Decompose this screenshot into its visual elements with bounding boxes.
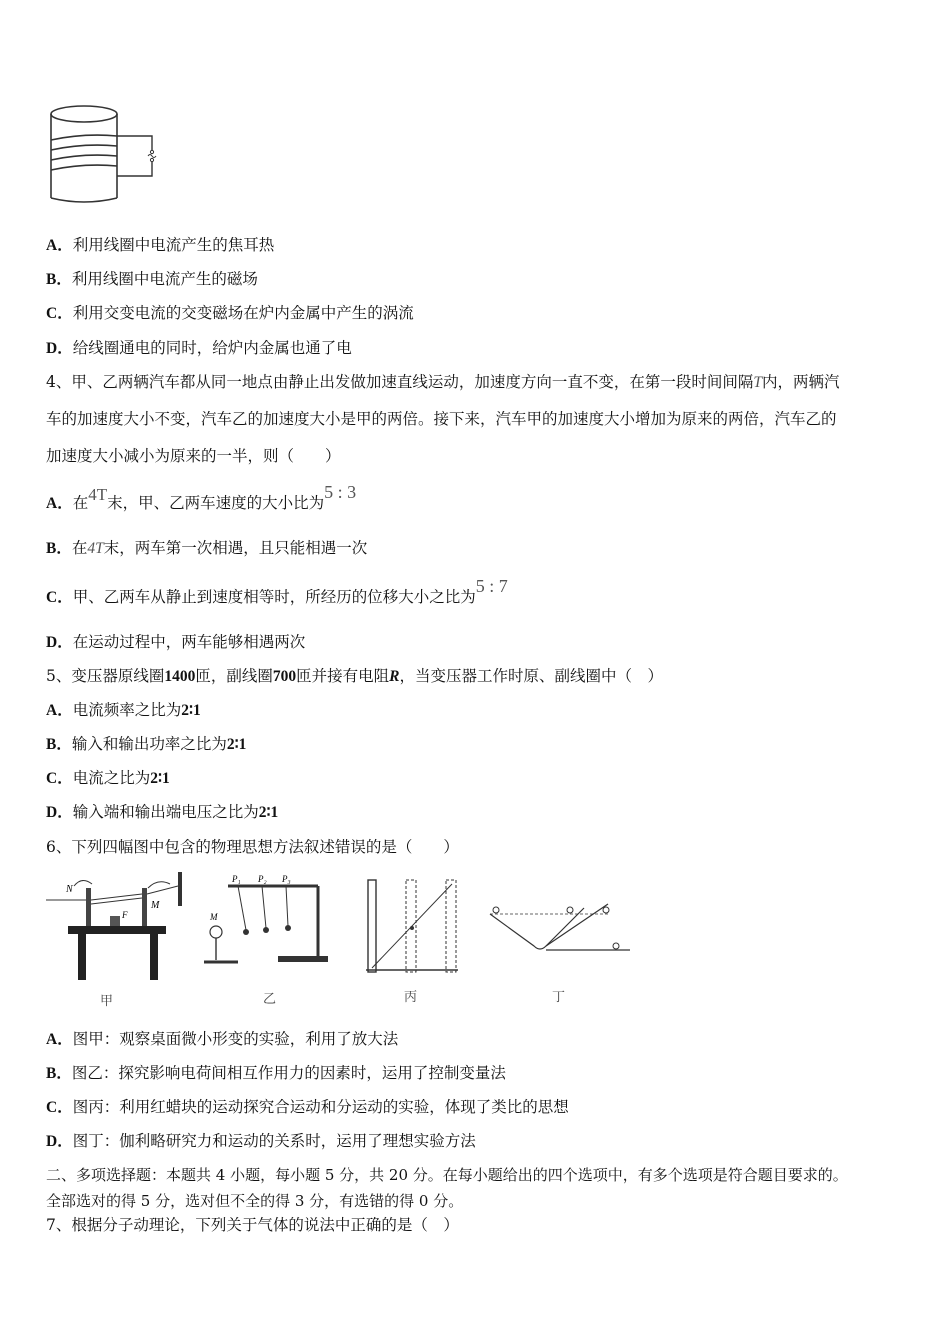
stem-text: 车的加速度大小不变，汽车乙的加速度大小是甲的两倍。接下来，汽车甲的加速度大小增加为原来的两倍，汽车乙的 (46, 410, 837, 428)
secondary-turns: 700 (272, 668, 297, 685)
label-p2: P₂ (258, 874, 267, 884)
stem-text: 4、甲、乙两辆汽车都从同一地点由静止出发做加速直线运动，加速度方向一直不变，在第一段时间间隔 (46, 373, 754, 391)
q4-stem-line2 (46, 408, 837, 430)
q6-figure-jia (44, 868, 194, 988)
option-text: 甲、乙两车从静止到速度相等时，所经历的位移大小之比为 (72, 588, 476, 606)
primary-turns: 1400 (164, 668, 196, 685)
option-letter: B． (46, 540, 72, 557)
option-letter: C． (46, 1099, 73, 1116)
q4-option-b (46, 537, 367, 560)
figure-caption-ding: 丁 (552, 990, 566, 1005)
stem-text: ，当变压器工作时原、副线圈中（ ） (399, 667, 664, 685)
q4-stem-line1 (46, 371, 840, 394)
option-letter: C． (46, 305, 73, 322)
q7-stem (46, 1214, 459, 1236)
q5-option-b (46, 733, 246, 756)
figure-caption-jia: 甲 (100, 994, 114, 1009)
q3-option-a (46, 234, 274, 257)
stem-text: 加速度大小减小为原来的一半，则（ ） (46, 447, 341, 465)
option-ratio: 2∶1 (226, 736, 247, 753)
option-letter: B． (46, 1065, 72, 1082)
stem-text: 7、根据分子动理论，下列关于气体的说法中正确的是（ ） (46, 1216, 459, 1234)
figure-caption-yi: 乙 (263, 992, 277, 1007)
option-letter: B． (46, 736, 72, 753)
option-text: 利用线圈中电流产生的磁场 (71, 270, 258, 288)
math-ratio: 5 : 7 (475, 576, 508, 596)
option-text: 利用线圈中电流产生的焦耳热 (72, 236, 275, 254)
stem-text: 匝，副线圈 (195, 667, 273, 685)
option-text: 图乙：探究影响电荷间相互作用力的因素时，运用了控制变量法 (71, 1064, 506, 1082)
option-text: 图丙：利用红蜡块的运动探究合运动和分运动的实验，体现了类比的思想 (72, 1098, 569, 1116)
option-letter: A． (46, 237, 73, 254)
q6-option-c (46, 1096, 569, 1119)
q3-option-d (46, 337, 352, 360)
option-text: 末，甲、乙两车速度的大小比为 (107, 494, 325, 512)
math-ratio: 5 : 3 (324, 482, 357, 502)
q6-figure-yi (198, 870, 338, 970)
option-text: 输入和输出功率之比为 (71, 735, 227, 753)
q6-option-a (46, 1028, 398, 1051)
option-letter: D． (46, 340, 73, 357)
option-text: 电流之比为 (72, 769, 151, 787)
option-ratio: 2∶1 (150, 770, 170, 787)
stem-text: 内，两辆汽 (762, 373, 840, 391)
label-mball: M (210, 912, 218, 922)
option-text: 输入端和输出端电压之比为 (72, 803, 259, 821)
section2-heading-line2 (46, 1190, 463, 1212)
option-letter: D． (46, 634, 73, 651)
option-letter: B． (46, 271, 72, 288)
q4-stem-line3 (46, 445, 341, 467)
q6-figure-ding (484, 900, 634, 960)
q4-option-d (46, 631, 305, 654)
q6-option-b (46, 1062, 506, 1085)
option-text: 图甲：观察桌面微小形变的实验，利用了放大法 (72, 1030, 399, 1048)
option-text: 电流频率之比为 (72, 701, 182, 719)
stem-text: 6、下列四幅图中包含的物理思想方法叙述错误的是（ ） (46, 838, 459, 856)
q3-option-c (46, 302, 414, 325)
option-letter: D． (46, 804, 73, 821)
option-letter: A． (46, 702, 73, 719)
math-t: T (753, 374, 762, 391)
induction-furnace-coil-figure (44, 100, 164, 206)
option-text: 图丁：伽利略研究力和运动的关系时，运用了理想实验方法 (72, 1132, 476, 1150)
option-letter: A． (46, 495, 73, 512)
section2-heading-line1 (46, 1164, 848, 1186)
stem-text: 匝并接有电阻 (296, 667, 390, 685)
option-text: 末，两车第一次相遇，且只能相遇一次 (103, 539, 368, 557)
option-letter: C． (46, 589, 73, 606)
q4-option-a (46, 482, 357, 515)
stem-text: 5、变压器原线圈 (46, 667, 165, 685)
resistor-symbol: R (389, 668, 400, 685)
option-text: 利用交变电流的交变磁场在炉内金属中产生的涡流 (72, 304, 414, 322)
q6-figure-bing (362, 876, 462, 976)
option-letter: C． (46, 770, 73, 787)
q5-stem (46, 665, 663, 688)
option-text: 在 (71, 539, 88, 557)
math-4t: 4T (87, 540, 104, 557)
q5-option-c (46, 767, 170, 790)
q5-option-a (46, 699, 201, 722)
section-text: 全部选对的得 5 分，选对但不全的得 3 分，有选错的得 0 分。 (46, 1192, 464, 1210)
option-ratio: 2∶1 (181, 702, 201, 719)
figure-caption-bing: 丙 (404, 990, 418, 1005)
option-text: 在 (72, 494, 89, 512)
option-ratio: 2∶1 (258, 804, 279, 821)
math-4t: 4T (88, 485, 108, 504)
label-p3: P₃ (282, 874, 291, 884)
label-n: N (66, 884, 73, 895)
section-text: 二、多项选择题：本题共 4 小题，每小题 5 分，共 20 分。在每小题给出的四个选项中，有多个选项是符合题目要求的。 (46, 1166, 848, 1184)
label-p1: P₁ (232, 874, 241, 884)
q5-option-d (46, 801, 278, 824)
q6-stem (46, 836, 459, 858)
q3-option-b (46, 268, 258, 291)
option-letter: D． (46, 1133, 73, 1150)
label-f: F (122, 910, 128, 920)
label-m: M (151, 900, 160, 911)
option-text: 给线圈通电的同时，给炉内金属也通了电 (72, 339, 352, 357)
q4-option-c (46, 576, 508, 609)
option-letter: A． (46, 1031, 73, 1048)
q6-option-d (46, 1130, 476, 1153)
option-text: 在运动过程中，两车能够相遇两次 (72, 633, 306, 651)
